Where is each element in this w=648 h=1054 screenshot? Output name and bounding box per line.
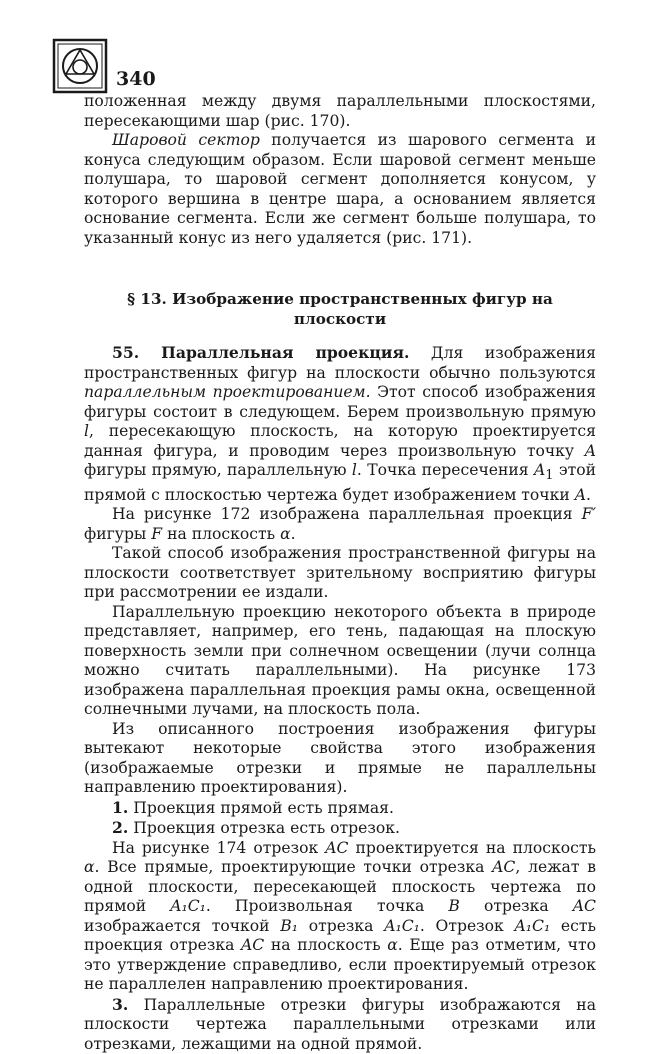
property-1: 1. Проекция прямой есть прямая. <box>112 797 394 817</box>
paragraph-spherical-sector: Шаровой сектор получается из шарового сегмента и конуса следующим образом. Если шаровой сегмент меньше полушара, то шаровой сегмент дополняется конусом, у которого вершина в центре шара, а основанием является основание сегмента. Если же сегмент больше полушара, то указанный конус из него удаляется (рис. 171). <box>84 131 597 247</box>
paragraph-shadow-example: Параллельную проекцию некоторого объекта в природе представляет, например, его тень, падающая на плоскую поверхность земли при солнечном освещении (лучи солнца можно считать параллельными). На рисунке 173 изображена параллельная проекция рамы окна, освещенной солнечными лучами, на плоскость пола. <box>84 602 596 719</box>
paragraph-properties-intro: Из описанного построения изображения фигуры вытекают некоторые свойства этого изображения (изображаемые отрезки и прямые не параллельны направлению проектирования). <box>84 719 596 797</box>
page-body <box>84 92 596 1054</box>
paragraph-1: положенная между двумя параллельными плоскостями, пересекающими шар (рис. 170). <box>84 92 596 130</box>
geometry-emblem-icon <box>52 38 108 94</box>
section-title: § 13. Изображение пространственных фигур на плоскости <box>127 290 553 328</box>
paragraph-visual-perception: Такой способ изображения пространственной фигуры на плоскости соответствует зрительному восприятию фигуры при рассмотрении ее издали. <box>84 544 596 602</box>
property-3: 3. Параллельные отрезки фигуры изображаются на плоскости чертежа параллельными отрезками или отрезками, лежащими на одной прямой. <box>84 994 596 1053</box>
property-2: 2. Проекция отрезка есть отрезок. <box>112 818 400 838</box>
paragraph-parallel-projection: 55. Параллельная проекция. Для изображения пространственных фигур на плоскости обычно пользуются параллельным проектированием. Этот способ изображения фигуры состоит в следующем. Берем произвольную прямую l, пересекающую плоскость, на которую проектируется данная фигура, и проводим через произвольную точку A фигуры прямую, параллельную l. Точка пересечения $A_1$ этой прямой с плоскостью чертежа будет изображением точки A. <box>84 343 596 504</box>
paragraph-figure-174: На рисунке 174 отрезок AC проектируется на плоскость α. Все прямые, проектирующие точки отрезка AC, лежат в одной плоскости, пересекающей плоскость чертежа по прямой A₁C₁. Произвольная точка B отрезка AC изображается точкой B₁ отрезка A₁C₁. Отрезок A₁C₁ есть проекция отрезка AC на плоскость α. Еще раз отметим, что это утверждение справедливо, если проектируемый отрезок не параллелен направлению проектирования. <box>84 838 597 994</box>
paragraph-figure-172: На рисунке 172 изображена параллельная проекция F′ фигуры F на плоскость α. <box>84 505 596 543</box>
page-number: 340 <box>116 68 156 90</box>
